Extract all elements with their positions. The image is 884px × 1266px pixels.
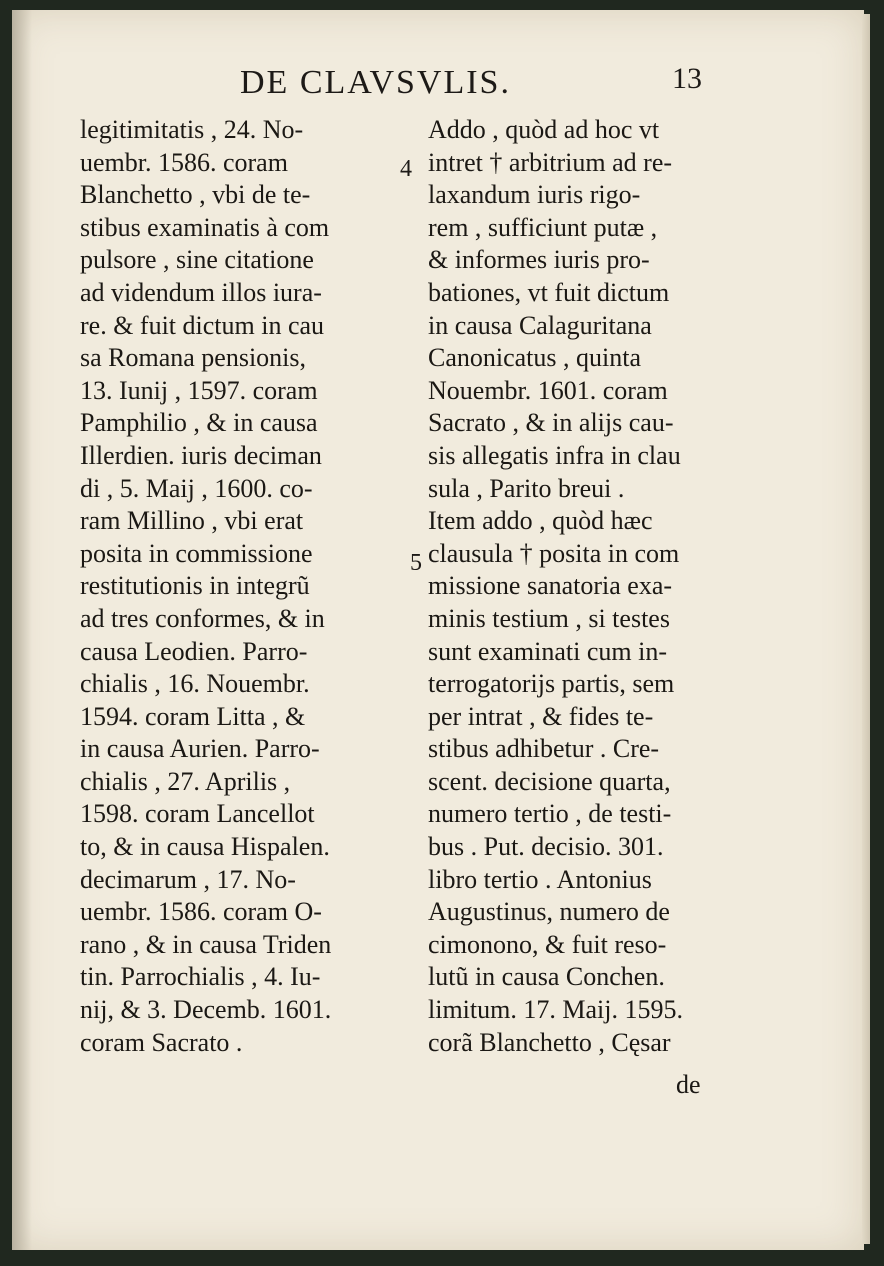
text-line: nij, & 3. Decemb. 1601. xyxy=(80,995,332,1025)
text-line: legitimitatis , 24. No- xyxy=(80,115,304,144)
text-line: libro tertio . Antonius xyxy=(428,864,652,894)
text-line: uembr. 1586. coram xyxy=(80,147,288,177)
text-line: lutũ in causa Conchen. xyxy=(428,962,665,992)
catchword: de xyxy=(676,1070,701,1099)
right-text-column xyxy=(428,114,753,1059)
text-line: stibus examinatis à com xyxy=(80,212,330,242)
text-line: Nouembr. 1601. coram xyxy=(428,375,668,405)
text-line: pulsore , sine citatione xyxy=(80,245,314,275)
text-line: sis allegatis infra in clau xyxy=(428,440,681,470)
text-line: Blanchetto , vbi de te- xyxy=(80,180,311,210)
text-line: chialis , 27. Aprilis , xyxy=(80,766,291,796)
text-line: sunt examinati cum in- xyxy=(428,636,668,666)
text-line: numero tertio , de testi- xyxy=(428,799,672,829)
text-line: causa Leodien. Parro- xyxy=(80,636,308,666)
text-line: ad tres conformes, & in xyxy=(80,603,325,633)
text-line: in causa Aurien. Parro- xyxy=(80,734,320,764)
text-line: in causa Calaguritana xyxy=(428,310,652,340)
text-line: rano , & in causa Triden xyxy=(80,929,332,959)
text-line: ram Millino , vbi erat xyxy=(80,506,304,536)
text-line: corã Blanchetto , Cęsar xyxy=(428,1027,671,1057)
text-line: intret † arbitrium ad re- xyxy=(428,147,673,177)
text-line: Sacrato , & in alijs cau- xyxy=(428,408,674,438)
text-line: Canonicatus , quinta xyxy=(428,343,642,373)
text-line: coram Sacrato . xyxy=(80,1027,243,1057)
text-line: chialis , 16. Nouembr. xyxy=(80,669,310,699)
text-line: 1598. coram Lancellot xyxy=(80,799,315,829)
text-line: missione sanatoria exa- xyxy=(428,571,673,601)
text-line: Illerdien. iuris deciman xyxy=(80,440,322,470)
text-line: stibus adhibetur . Cre- xyxy=(428,734,660,764)
text-line: posita in commissione xyxy=(80,538,313,568)
text-line: di , 5. Maij , 1600. co- xyxy=(80,473,313,503)
page-edge xyxy=(862,14,870,1244)
text-line: minis testium , si testes xyxy=(428,603,670,633)
text-line: sa Romana pensionis, xyxy=(80,343,307,373)
text-line: Addo , quòd ad hoc vt xyxy=(428,115,660,144)
text-line: clausula † posita in com xyxy=(428,538,680,568)
text-line: Pamphilio , & in causa xyxy=(80,408,318,438)
book-gutter-shadow xyxy=(12,10,32,1250)
text-line: re. & fuit dictum in cau xyxy=(80,310,325,340)
page-number: 13 xyxy=(672,62,702,95)
text-line: tin. Parrochialis , 4. Iu- xyxy=(80,962,321,992)
text-line: bationes, vt fuit dictum xyxy=(428,277,670,307)
marginal-note-number: 4 xyxy=(400,156,412,182)
text-line: per intrat , & fides te- xyxy=(428,701,654,731)
text-line: bus . Put. decisio. 301. xyxy=(428,832,664,862)
text-line: Augustinus, numero de xyxy=(428,897,670,927)
text-line: Item addo , quòd hæc xyxy=(428,506,653,536)
text-line: cimonono, & fuit reso- xyxy=(428,929,667,959)
text-line: terrogatorijs partis, sem xyxy=(428,669,675,699)
text-line: restitutionis in integrũ xyxy=(80,571,310,601)
text-line: 1594. coram Litta , & xyxy=(80,701,306,731)
text-line: 13. Iunij , 1597. coram xyxy=(80,375,318,405)
marginal-note-number: 5 xyxy=(410,550,422,576)
text-line: sula , Parito breui . xyxy=(428,473,625,503)
text-line: laxandum iuris rigo- xyxy=(428,180,641,210)
text-line: & informes iuris pro- xyxy=(428,245,650,275)
text-line: scent. decisione quarta, xyxy=(428,766,671,796)
text-line: limitum. 17. Maij. 1595. xyxy=(428,995,683,1025)
running-header-title: DE CLAVSVLIS. xyxy=(240,64,511,101)
left-text-column xyxy=(80,114,380,1059)
text-line: to, & in causa Hispalen. xyxy=(80,832,330,862)
text-line: uembr. 1586. coram O- xyxy=(80,897,322,927)
text-line: ad videndum illos iura- xyxy=(80,277,322,307)
text-line: rem , sufficiunt putæ , xyxy=(428,212,658,242)
text-line: decimarum , 17. No- xyxy=(80,864,296,894)
